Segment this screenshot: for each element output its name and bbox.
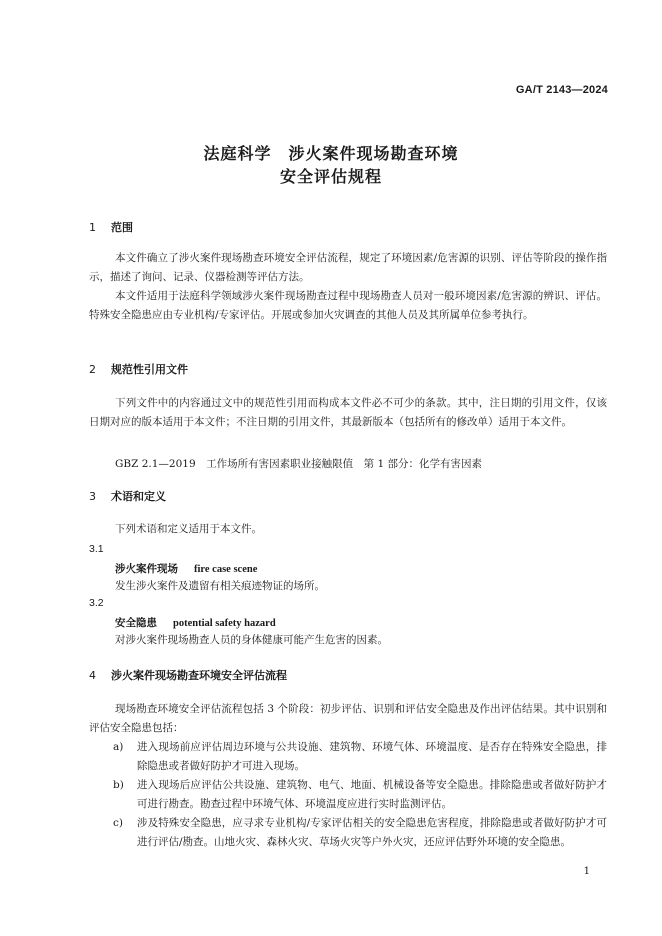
list-item	[113, 776, 607, 816]
list-marker: b)	[113, 779, 124, 791]
term-number: 3.2	[89, 597, 104, 609]
section-1-heading	[89, 219, 133, 235]
list-item	[113, 738, 607, 778]
term-chinese: 涉火案件现场	[115, 563, 178, 575]
list-item	[113, 814, 607, 874]
normative-reference-item: GBZ 2.1—2019 工作场所有害因素职业接触限值 第 1 部分：化学有害因素	[115, 458, 483, 470]
section-number: 3	[89, 490, 96, 503]
term-number: 3.1	[89, 543, 104, 555]
section-title: 规范性引用文件	[111, 363, 188, 376]
scope-paragraph-2: 本文件适用于法庭科学领域涉火案件现场勘查过程中现场勘查人员对一般环境因素/危害源的辨识、评估。特殊安全隐患应由专业机构/专家评估。开展或参加火灾调查的其他人员及其所属单位参考执行。	[89, 290, 607, 321]
list-item-text: 涉及特殊安全隐患，应寻求专业机构/专家评估相关的安全隐患危害程度，排除隐患或者做好防护才可进行评估/勘查。山地火灾、森林火灾、草场火灾等户外火灾，还应评估野外环境的安全隐患。	[137, 817, 607, 848]
normative-references-paragraph: 下列文件中的内容通过文中的规范性引用而构成本文件必不可少的条款。其中，注日期的引用文件，仅该日期对应的版本适用于本文件；不注日期的引用文件，其最新版本（包括所有的修改单）适用于本文件。	[89, 397, 607, 428]
section-title: 术语和定义	[111, 490, 166, 503]
term-english: potential safety hazard	[173, 618, 276, 629]
standard-number: GA/T 2143—2024	[515, 84, 608, 96]
term-entry	[115, 615, 276, 630]
terms-intro: 下列术语和定义适用于本文件。	[115, 523, 262, 535]
section-2-heading	[89, 361, 188, 377]
section-3-heading	[89, 488, 166, 504]
section-title: 涉火案件现场勘查环境安全评估流程	[111, 669, 287, 682]
term-definition: 对涉火案件现场勘查人员的身体健康可能产生危害的因素。	[115, 634, 388, 646]
list-item-text: 进入现场后应评估公共设施、建筑物、电气、地面、机械设备等安全隐患。排除隐患或者做好防护才可进行勘查。勘查过程中环境气体、环境温度应进行实时监测评估。	[137, 779, 607, 810]
term-entry	[115, 561, 257, 576]
scope-paragraph-1: 本文件确立了涉火案件现场勘查环境安全评估流程，规定了环境因素/危害源的识别、评估等阶段的操作指示，描述了询问、记录、仪器检测等评估方法。	[89, 252, 607, 283]
term-english: fire case scene	[194, 564, 258, 575]
section-title: 范围	[111, 221, 133, 234]
section-number: 2	[89, 363, 96, 376]
list-marker: c)	[113, 817, 123, 829]
section-number: 1	[89, 221, 96, 234]
term-chinese: 安全隐患	[115, 617, 157, 629]
document-title-line2: 安全评估规程	[279, 167, 382, 186]
list-marker: a)	[113, 741, 124, 753]
section-number: 4	[89, 669, 96, 682]
section-4-heading	[89, 667, 287, 683]
document-title-line1: 法庭科学 涉火案件现场勘查环境	[203, 144, 459, 163]
list-item-text: 进入现场前应评估周边环境与公共设施、建筑物、环境气体、环境温度、是否存在特殊安全隐患，排除隐患或者做好防护才可进入现场。	[137, 741, 607, 772]
process-intro-paragraph: 现场勘查环境安全评估流程包括 3 个阶段：初步评估、识别和评估安全隐患及作出评估结果。其中识别和评估安全隐患包括：	[89, 703, 607, 734]
page-number: 1	[583, 866, 590, 877]
term-definition: 发生涉火案件及遗留有相关痕迹物证的场所。	[115, 580, 325, 592]
